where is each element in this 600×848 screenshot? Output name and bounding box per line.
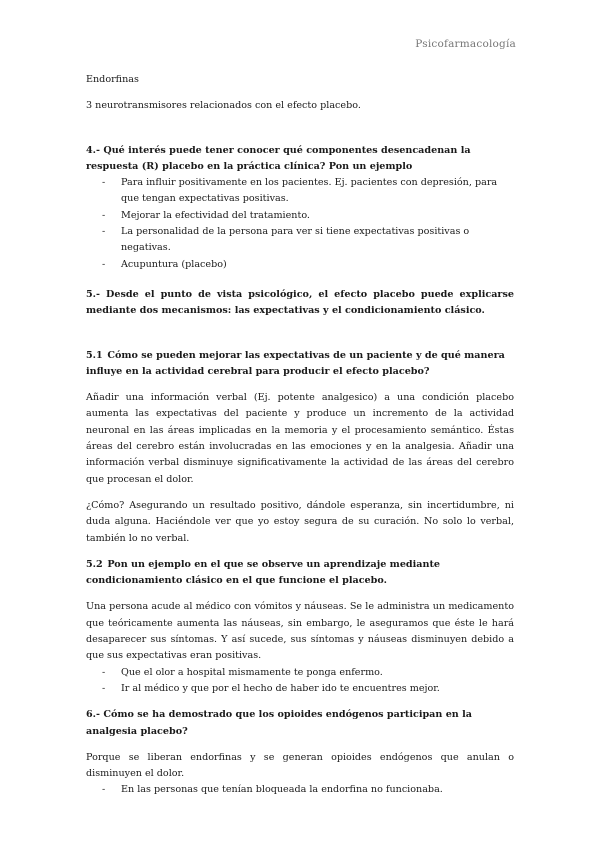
section-heading-text: Pon un ejemplo en el que se observe un aprendizaje mediante condicionamiento clásico en el que funcione el placebo. <box>86 558 441 587</box>
list-item-text: Mejorar la efectividad del tratamiento. <box>121 209 310 221</box>
list-item-text: En las personas que tenían bloqueada la endorfina no funcionaba. <box>121 784 443 796</box>
dash-bullet: - <box>102 666 106 678</box>
dash-bullet: - <box>102 258 106 270</box>
intro-line-1: Endorfinas <box>86 74 139 85</box>
intro-line-2: 3 neurotransmisores relacionados con el efecto placebo. <box>86 100 361 112</box>
question-5-heading: 5.- Desde el punto de vista psicológico, el efecto placebo puede explicarse mediante dos mecanismos: las expectativas y el condicionamiento clásico. <box>86 288 514 317</box>
list-item <box>86 224 514 257</box>
page-header-title: Psicofarmacología <box>415 38 516 50</box>
list-item-text: Ir al médico y que por el hecho de haber ido te encuentres mejor. <box>121 682 440 694</box>
list-item-text: La personalidad de la persona para ver si tiene expectativas positivas o negativas. <box>121 226 470 254</box>
question-6-heading: 6.- Cómo se ha demostrado que los opioides endógenos participan en la analgesia placebo? <box>86 709 472 737</box>
dash-bullet: - <box>102 209 106 221</box>
question-5-2-paragraph: Una persona acude al médico con vómitos y náuseas. Se le administra un medicamento que teóricamente aumenta las náuseas, sin embargo, le aseguramos que éste le hará desaparecer sus síntomas. Y así sucede, sus síntomas y náuseas disminuyen debido a que sus expectativas eran positivas. <box>86 601 514 662</box>
list-item <box>86 175 514 208</box>
dash-bullet: - <box>102 177 106 189</box>
list-item <box>86 665 514 681</box>
question-6-list <box>86 782 514 798</box>
question-5-2-heading <box>86 557 514 590</box>
section-number: 5.2 <box>86 558 103 570</box>
question-5-2-list <box>86 665 514 698</box>
list-item-text: Acupuntura (placebo) <box>121 258 227 270</box>
list-item <box>86 208 514 224</box>
section-number: 5.1 <box>86 349 103 361</box>
list-item <box>86 681 514 697</box>
question-5-1-paragraph-1: Añadir una información verbal (Ej. potente analgesico) a una condición placebo aumenta las expectativas del paciente y produce un incremento de la actividad neuronal en las áreas implicadas en la memoria y el procesamiento semántico. Éstas áreas del cerebro están involucradas en las emociones y en la analgesia. Añadir una información verbal disminuye significativamente la actividad de las áreas del cerebro que procesan el dolor. <box>86 392 514 485</box>
question-4-heading: 4.- Qué interés puede tener conocer qué componentes desencadenan la respuesta (R) placebo en la práctica clínica? Pon un ejemplo <box>86 144 471 172</box>
list-item-text: Que el olor a hospital mismamente te ponga enfermo. <box>121 666 383 678</box>
dash-bullet: - <box>102 784 106 796</box>
question-6-paragraph: Porque se liberan endorfinas y se generan opioides endógenos que anulan o disminuyen el dolor. <box>86 751 514 780</box>
list-item-text: Para influir positivamente en los pacientes. Ej. pacientes con depresión, para que tengan expectativas positivas. <box>121 177 498 205</box>
question-5-1-heading <box>86 348 514 381</box>
section-heading-text: Cómo se pueden mejorar las expectativas de un paciente y de qué manera influye en la actividad cerebral para producir el efecto placebo? <box>86 349 505 377</box>
question-5-1-paragraph-2: ¿Cómo? Asegurando un resultado positivo, dándole esperanza, sin incertidumbre, ni duda alguna. Haciéndole ver que yo estoy segura de su curación. No solo lo verbal, también lo no verbal. <box>86 499 514 544</box>
document-body <box>86 72 514 799</box>
list-item <box>86 782 514 798</box>
dash-bullet: - <box>102 682 106 694</box>
dash-bullet: - <box>102 226 106 238</box>
list-item <box>86 257 514 273</box>
question-4-list <box>86 175 514 273</box>
